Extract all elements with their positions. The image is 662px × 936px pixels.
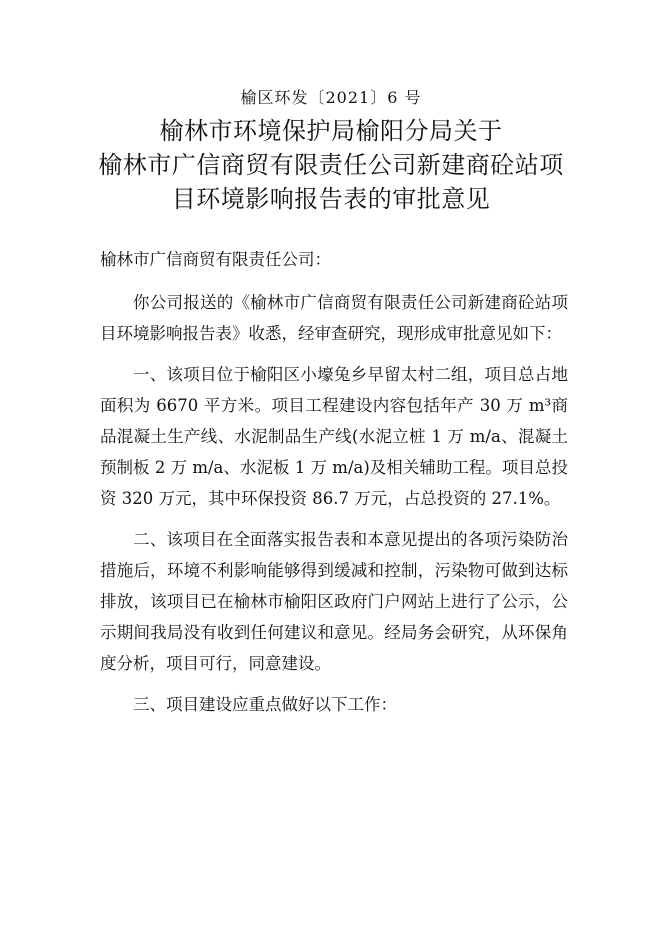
paragraph-3: 三、项目建设应重点做好以下工作： (133, 695, 397, 714)
document-body (100, 244, 568, 730)
document-title (96, 114, 566, 216)
paragraph-1: 一、该项目位于榆阳区小壕兔乡早留太村二组，项目总占地面积为 6670 平方米。项目工程建设内容包括年产 30 万 m³商品混凝土生产线、水泥制品生产线(水泥立桩 1 万 m/a、混凝土预制板 2 万 m/a、水泥板 1 万 m/a)及相关辅助工程。项目总投资 320 万元，其中环保投资 86.7 万元，占总投资的 27.1%。 (100, 365, 568, 508)
title-line-2: 榆林市广信商贸有限责任公司新建商砼站项 (98, 151, 564, 179)
title-line-3: 目环境影响报告表的审批意见 (171, 185, 491, 213)
paragraph-2: 二、该项目在全面落实报告表和本意见提出的各项污染防治措施后，环境不利影响能够得到缓减和控制，污染物可做到达标排放，该项目已在榆林市榆阳区政府门户网站上进行了公示，公示期间我局没有收到任何建议和意见。经局务会研究，从环保角度分析，项目可行，同意建设。 (100, 530, 568, 673)
document-number: 榆区环发〔2021〕6 号 (240, 88, 422, 107)
salutation: 榆林市广信商贸有限责任公司： (100, 250, 331, 269)
paragraph-intro: 你公司报送的《榆林市广信商贸有限责任公司新建商砼站项目环境影响报告表》收悉，经审查研究，现形成审批意见如下： (100, 293, 568, 343)
title-line-1: 榆林市环境保护局榆阳分局关于 (159, 117, 503, 145)
